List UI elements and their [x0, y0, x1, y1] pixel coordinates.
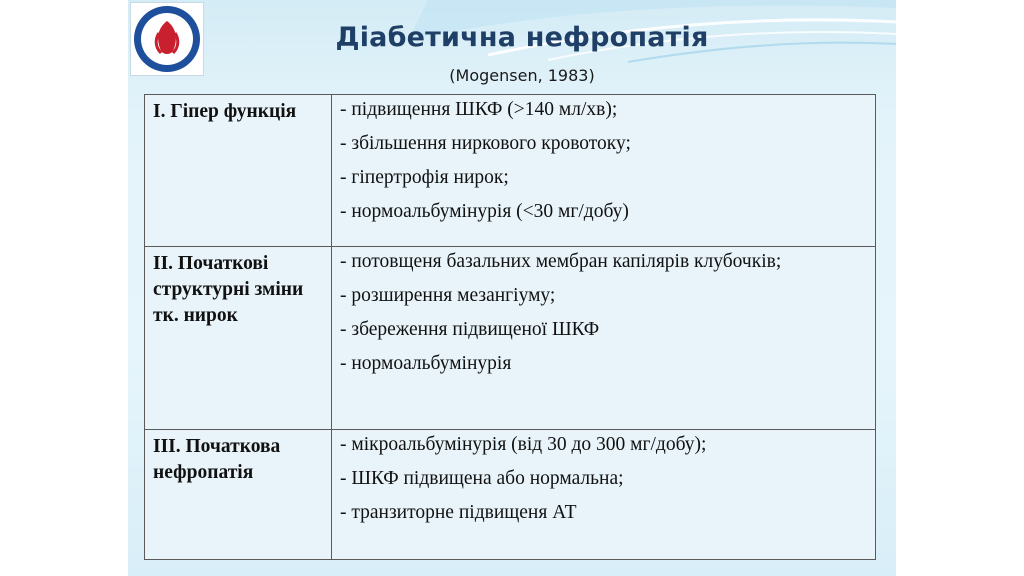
table-row — [145, 247, 876, 430]
list-item: - збереження підвищеної ШКФ — [340, 319, 600, 340]
stage-name-cell: І. Гіпер функція — [145, 95, 332, 247]
table-row — [145, 95, 876, 247]
slide — [128, 0, 896, 576]
list-item: - нормоальбумінурія (<30 мг/добу) — [340, 201, 629, 222]
slide-title: Діабетична нефропатія — [335, 22, 709, 53]
list-item: - нормоальбумінурія — [340, 353, 512, 374]
list-item: - гіпертрофія нирок; — [340, 167, 509, 188]
list-item: - потовщеня базальних мембран капілярів клубочків; — [340, 251, 782, 272]
table-row — [145, 430, 876, 560]
stage-items-cell — [332, 247, 876, 430]
list-item: - підвищення ШКФ (>140 мл/хв); — [340, 99, 618, 120]
list-item: - транзиторне підвищеня АТ — [340, 502, 577, 523]
list-item: - збільшення ниркового кровотоку; — [340, 133, 631, 154]
list-item: - мікроальбумінурія (від 30 до 300 мг/добу); — [340, 434, 707, 455]
stage-name-cell: ІІІ. Початкова нефропатія — [145, 430, 332, 560]
list-item: - ШКФ підвищена або нормальна; — [340, 468, 624, 489]
stage-items-cell — [332, 95, 876, 247]
stages-table — [144, 94, 876, 560]
stage-name-cell: ІІ. Початкові структурні зміни тк. нирок — [145, 247, 332, 430]
slide-subtitle: (Mogensen, 1983) — [449, 66, 595, 85]
stage-items-cell — [332, 430, 876, 560]
list-item: - розширення мезангіуму; — [340, 285, 556, 306]
